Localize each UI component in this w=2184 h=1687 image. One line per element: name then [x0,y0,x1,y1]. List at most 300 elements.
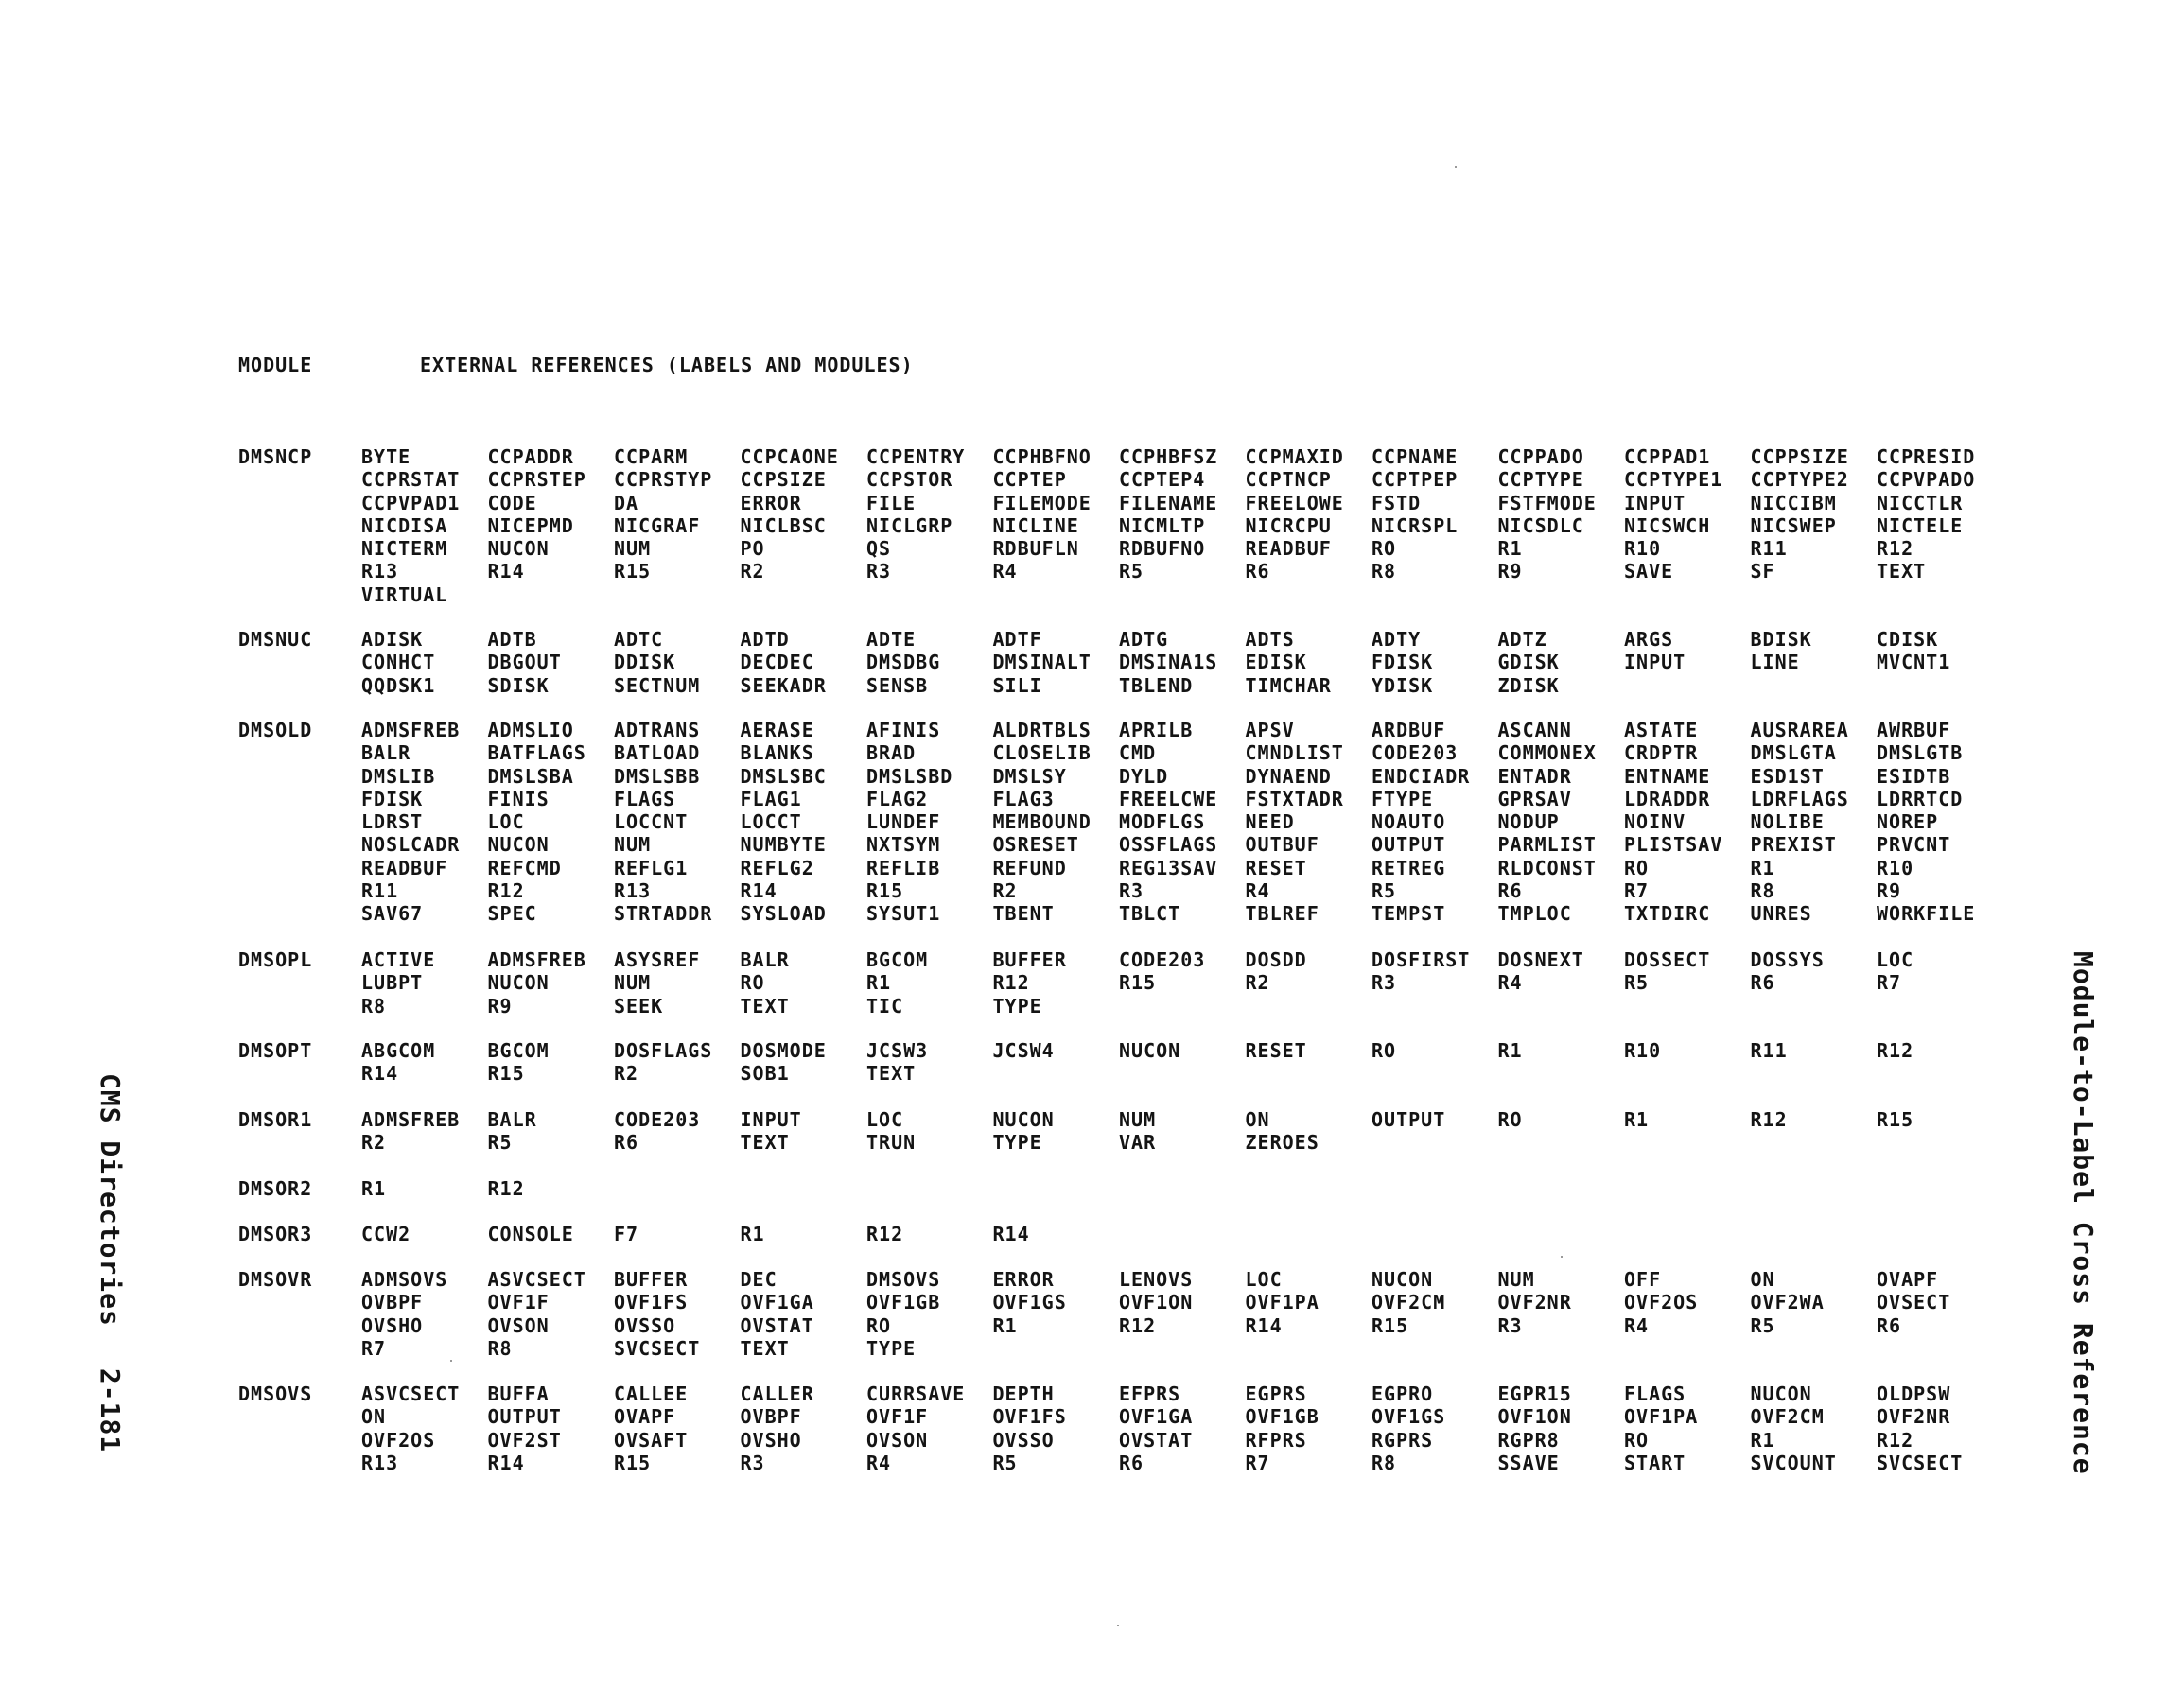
reference-label: RFPRS [1245,1428,1307,1452]
reference-label: F7 [614,1223,639,1245]
reference-label: BUFFER [614,1268,689,1291]
reference-label: UNRES [1750,902,1812,926]
reference-label: ASVCSECT [361,1383,461,1405]
module-name: DMSOVS [238,1383,313,1405]
reference-label: CCPTYPE2 [1750,468,1849,492]
reference-label: RO [1624,1428,1650,1452]
reference-label: NICEPMD [487,513,574,537]
reference-label: R2 [992,879,1018,903]
reference-label: TEXT [740,994,790,1017]
reference-label: FLAGS [1624,1383,1686,1405]
reference-label: LOC [487,810,525,834]
reference-label: TBLEND [1119,673,1194,697]
reference-label: NICRCPU [1245,513,1332,537]
reference-label: DMSDBG [866,651,941,674]
reference-label: TBLREF [1245,902,1319,926]
reference-label: NODUP [1497,810,1560,834]
reference-label: AWRBUF [1877,719,1951,741]
reference-label: RO [740,971,765,995]
reference-label: SOB1 [740,1062,790,1086]
reference-label: TRUN [866,1131,917,1155]
reference-label: ERROR [992,1268,1055,1291]
reference-label: CCPRSTEP [487,468,586,492]
reference-label: OVF2OS [361,1428,436,1452]
reference-label: DA [614,491,639,514]
reference-label: TEXT [1877,560,1927,583]
reference-label: CCPTYPE1 [1624,468,1723,492]
reference-label: LUNDEF [866,810,941,834]
reference-label: R2 [614,1062,639,1086]
reference-label: INPUT [1624,491,1686,514]
reference-label: DDISK [614,651,676,674]
reference-label: R15 [1877,1108,1914,1131]
reference-label: TXTDIRC [1624,902,1711,926]
reference-label: CODE203 [1372,741,1459,765]
reference-label: TIC [866,994,904,1017]
reference-label: R7 [1624,879,1650,903]
reference-label: NUM [614,833,652,857]
reference-label: CCPRESID [1877,445,1976,468]
reference-label: ADTRANS [614,719,701,741]
reference-label: FLAGS [614,787,676,810]
reference-label: R8 [361,994,387,1017]
reference-label: SAVE [1624,560,1674,583]
table-header [238,354,2035,382]
reference-label: SYSUT1 [866,902,941,926]
reference-label: TEXT [740,1336,790,1360]
reference-label: DMSINALT [992,651,1092,674]
reference-label: TBLCT [1119,902,1181,926]
reference-label: EGPR15 [1497,1383,1572,1405]
reference-label: FLAG2 [866,787,929,810]
reference-list [361,628,2003,697]
reference-label: START [1624,1451,1686,1474]
reference-label: SEEKADR [740,673,827,697]
reference-label: REFCMD [487,856,562,879]
reference-label: CCPVPADO [1877,468,1976,492]
reference-label: FSTFMODE [1497,491,1597,514]
reference-label: OVSAFT [614,1428,689,1452]
reference-label: NICLBSC [740,513,827,537]
reference-label: LDRST [361,810,424,834]
reference-label: NUCON [1119,1039,1181,1062]
reference-label: R8 [1372,1451,1397,1474]
reference-label: R12 [487,879,525,903]
reference-label: CONSOLE [487,1223,574,1245]
reference-label: CMD [1119,741,1157,765]
reference-label: CCPTPEP [1372,468,1459,492]
reference-label: DOSFIRST [1372,948,1471,971]
reference-label: OVSON [866,1428,929,1452]
reference-label: APRILB [1119,719,1194,741]
reference-label: RGPRS [1372,1428,1434,1452]
reference-label: R7 [1245,1451,1270,1474]
reference-label: OVF1GA [740,1291,814,1314]
module-name: DMSOR3 [238,1223,313,1245]
reference-label: CCPARM [614,445,689,468]
reference-label: DMSLSBD [866,764,953,788]
reference-label: R3 [866,560,892,583]
reference-label: FSTD [1372,491,1422,514]
reference-label: OVBPF [740,1405,802,1429]
reference-label: NUCON [992,1108,1055,1131]
reference-label: R14 [487,560,525,583]
reference-label: R9 [487,994,513,1017]
reference-label: OVF1F [487,1291,550,1314]
reference-label: NUCON [1372,1268,1434,1291]
reference-label: R15 [614,1451,652,1474]
reference-label: EDISK [1245,651,1307,674]
page-number: 2-181 [95,1367,126,1453]
reference-label: PARMLIST [1497,833,1597,857]
reference-label: RDBUFLN [992,537,1079,561]
reference-label: DMSLGTB [1877,741,1964,765]
reference-label: OVF1FS [992,1405,1067,1429]
reference-label: GPRSAV [1497,787,1572,810]
reference-list [361,719,2003,926]
reference-label: WORKFILE [1877,902,1976,926]
reference-label: OUTBUF [1245,833,1319,857]
reference-label: R2 [1245,971,1270,995]
reference-label: OVF2CM [1750,1405,1825,1429]
reference-label: OVSHO [740,1428,802,1452]
reference-label: EGPRS [1245,1383,1307,1405]
reference-label: DMSLSBC [740,764,827,788]
reference-label: R4 [1245,879,1270,903]
reference-label: OVSSO [614,1313,676,1337]
reference-label: PRVCNT [1877,833,1951,857]
reference-label: CCPPAD1 [1624,445,1711,468]
reference-label: DBGOUT [487,651,562,674]
reference-label: SILI [992,673,1042,697]
reference-label: R13 [361,1451,399,1474]
reference-label: R13 [361,560,399,583]
reference-label: BALR [740,948,790,971]
reference-label: R11 [1750,1039,1788,1062]
reference-label: R2 [740,560,765,583]
reference-label: CODE203 [614,1108,701,1131]
reference-label: CODE [487,491,537,514]
reference-label: VAR [1119,1131,1157,1155]
reference-label: LENOVS [1119,1268,1194,1291]
reference-label: DMSLGTA [1750,741,1837,765]
reference-label: SENSB [866,673,929,697]
reference-label: RDBUFNO [1119,537,1206,561]
module-name: DMSOR1 [238,1108,313,1131]
reference-label: LDRRTCD [1877,787,1964,810]
reference-label: R10 [1624,1039,1662,1062]
reference-label: BLANKS [740,741,814,765]
reference-label: ZEROES [1245,1131,1319,1155]
reference-label: DOSSYS [1750,948,1825,971]
scan-speck [1455,166,1457,168]
reference-label: CCPMAXID [1245,445,1344,468]
reference-label: BYTE [361,445,411,468]
reference-label: SEEK [614,994,664,1017]
reference-label: OVF2WA [1750,1291,1825,1314]
reference-label: NOSLCADR [361,833,461,857]
reference-label: NEED [1245,810,1295,834]
reference-label: FREELOWE [1245,491,1344,514]
reference-label: R6 [1119,1451,1144,1474]
reference-label: R1 [1750,856,1775,879]
reference-label: BDISK [1750,628,1812,651]
reference-label: NOINV [1624,810,1686,834]
reference-label: FDISK [1372,651,1434,674]
reference-label: SDISK [487,673,550,697]
reference-label: R4 [866,1451,892,1474]
reference-label: CCPTEP4 [1119,468,1206,492]
reference-label: NUCON [487,833,550,857]
reference-list [361,1039,2003,1086]
reference-label: MODFLGS [1119,810,1206,834]
reference-label: OVF2OS [1624,1291,1699,1314]
reference-label: CCW2 [361,1223,411,1245]
reference-label: OFF [1624,1268,1662,1291]
reference-label: GDISK [1497,651,1560,674]
reference-label: R5 [1372,879,1397,903]
reference-label: MEMBOUND [992,810,1092,834]
reference-label: SECTNUM [614,673,701,697]
reference-label: R9 [1497,560,1523,583]
reference-label: CDISK [1877,628,1939,651]
reference-label: SAV67 [361,902,424,926]
reference-label: NICCTLR [1877,491,1964,514]
scan-speck [1561,1256,1563,1258]
reference-label: ADMSFREB [487,948,586,971]
reference-label: R14 [1245,1313,1283,1337]
reference-label: R1 [866,971,892,995]
reference-label: NICSWCH [1624,513,1711,537]
reference-label: R1 [1497,1039,1523,1062]
reference-label: DEC [740,1268,778,1291]
reference-label: REFLG2 [740,856,814,879]
reference-label: OVSHO [361,1313,424,1337]
reference-label: COMMONEX [1497,741,1597,765]
reference-label: OVAPF [1877,1268,1939,1291]
reference-label: ADTB [487,628,537,651]
reference-label: R5 [992,1451,1018,1474]
reference-label: CCPCAONE [740,445,839,468]
reference-label: CODE203 [1119,948,1206,971]
reference-label: R8 [1750,879,1775,903]
reference-label: OVF1PA [1624,1405,1699,1429]
reference-label: OLDPSW [1877,1383,1951,1405]
reference-label: CONHCT [361,651,436,674]
reference-label: SSAVE [1497,1451,1560,1474]
reference-label: CLOSELIB [992,741,1092,765]
reference-label: PO [740,537,765,561]
reference-label: R1 [1497,537,1523,561]
reference-label: R3 [740,1451,765,1474]
reference-label: R14 [992,1223,1030,1245]
reference-label: FTYPE [1372,787,1434,810]
reference-label: BUFFER [992,948,1067,971]
reference-label: R5 [487,1131,513,1155]
reference-label: R11 [361,879,399,903]
reference-label: STRTADDR [614,902,713,926]
reference-label: DMSLSY [992,764,1067,788]
reference-label: R6 [1245,560,1270,583]
reference-label: FILE [866,491,917,514]
reference-label: CMNDLIST [1245,741,1344,765]
reference-label: R14 [487,1451,525,1474]
reference-label: REG13SAV [1119,856,1218,879]
reference-label: ADISK [361,628,424,651]
reference-label: ADTE [866,628,917,651]
reference-label: R14 [740,879,778,903]
reference-label: FLAG1 [740,787,802,810]
reference-label: REFLG1 [614,856,689,879]
reference-list [361,1108,2003,1155]
reference-label: OVBPF [361,1291,424,1314]
reference-label: R4 [992,560,1018,583]
reference-label: ADMSFREB [361,719,461,741]
reference-label: TYPE [992,1131,1042,1155]
reference-label: R5 [1119,560,1144,583]
reference-label: R9 [1877,879,1902,903]
reference-label: ADTS [1245,628,1295,651]
reference-label: OVF1ON [1119,1291,1194,1314]
reference-label: OVF2ST [487,1428,562,1452]
reference-label: R1 [992,1313,1018,1337]
reference-label: ASTATE [1624,719,1699,741]
reference-label: R5 [1750,1313,1775,1337]
reference-list [361,948,2003,1017]
reference-label: FDISK [361,787,424,810]
reference-label: OVF2CM [1372,1291,1446,1314]
reference-label: FINIS [487,787,550,810]
reference-label: ABGCOM [361,1039,436,1062]
module-name: DMSOVR [238,1268,313,1291]
reference-label: CCPSTOR [866,468,953,492]
reference-label: R6 [1877,1313,1902,1337]
reference-list [361,1268,2003,1360]
reference-label: ADTG [1119,628,1169,651]
reference-label: CCPNAME [1372,445,1459,468]
reference-label: DMSINA1S [1119,651,1218,674]
reference-label: R13 [614,879,652,903]
reference-label: ZDISK [1497,673,1560,697]
reference-label: EGPRO [1372,1383,1434,1405]
reference-label: R12 [487,1177,525,1200]
reference-label: RLDCONST [1497,856,1597,879]
reference-label: REFLIB [866,856,941,879]
reference-label: ARGS [1624,628,1674,651]
scan-speck [450,1360,452,1362]
reference-label: ENTADR [1497,764,1572,788]
reference-label: NUCON [487,971,550,995]
reference-label: DOSFLAGS [614,1039,713,1062]
reference-label: R12 [866,1223,904,1245]
reference-label: TMPLOC [1497,902,1572,926]
reference-label: ESIDTB [1877,764,1951,788]
reference-label: OVSECT [1877,1291,1951,1314]
reference-label: OUTPUT [487,1405,562,1429]
reference-label: R14 [361,1062,399,1086]
chapter-title: Module-to-Label Cross Reference [2068,951,2099,1475]
reference-label: ADMSOVS [361,1268,448,1291]
reference-label: OVF1GS [992,1291,1067,1314]
reference-label: NICTERM [361,537,448,561]
reference-label: CCPSIZE [740,468,827,492]
reference-label: TIMCHAR [1245,673,1332,697]
reference-label: LOC [1245,1268,1283,1291]
reference-label: DMSLSBB [614,764,701,788]
reference-label: ASCANN [1497,719,1572,741]
reference-label: OVF1FS [614,1291,689,1314]
reference-label: NICGRAF [614,513,701,537]
reference-label: APSV [1245,719,1295,741]
reference-label: QQDSK1 [361,673,436,697]
reference-label: R15 [614,560,652,583]
reference-label: ENDCIADR [1372,764,1471,788]
reference-label: CCPHBFSZ [1119,445,1218,468]
reference-label: LOCCNT [614,810,689,834]
reference-label: TEXT [740,1131,790,1155]
reference-label: R7 [361,1336,387,1360]
reference-label: CCPPSIZE [1750,445,1849,468]
module-name: DMSOLD [238,719,313,741]
reference-label: LDRADDR [1624,787,1711,810]
reference-label: ESD1ST [1750,764,1825,788]
reference-label: R3 [1497,1313,1523,1337]
reference-label: DOSNEXT [1497,948,1584,971]
reference-label: RESET [1245,1039,1307,1062]
reference-label: NUM [1119,1108,1157,1131]
reference-label: R12 [992,971,1030,995]
reference-label: NICSWEP [1750,513,1837,537]
reference-label: ADMSLIO [487,719,574,741]
reference-label: QS [866,537,892,561]
reference-label: DMSOVS [866,1268,941,1291]
reference-label: R4 [1624,1313,1650,1337]
reference-label: OVAPF [614,1405,676,1429]
reference-label: OVSTAT [740,1313,814,1337]
reference-label: R6 [1750,971,1775,995]
reference-label: DMSLSBA [487,764,574,788]
reference-label: OVF1GB [1245,1405,1319,1429]
reference-label: CRDPTR [1624,741,1699,765]
reference-label: R1 [1750,1428,1775,1452]
reference-label: BALR [361,741,411,765]
reference-label: OVF1GA [1119,1405,1194,1429]
reference-label: NUCON [487,537,550,561]
reference-label: ACTIVE [361,948,436,971]
reference-label: RO [1372,537,1397,561]
reference-label: DOSDD [1245,948,1307,971]
reference-label: R2 [361,1131,387,1155]
reference-label: R10 [1624,537,1662,561]
reference-label: DOSMODE [740,1039,827,1062]
reference-label: BATLOAD [614,741,701,765]
reference-list [361,445,2003,606]
reference-label: ADTF [992,628,1042,651]
reference-label: SVCSECT [1877,1451,1964,1474]
module-name: DMSOPL [238,948,313,971]
reference-label: REFUND [992,856,1067,879]
reference-label: RO [1372,1039,1397,1062]
reference-label: ENTNAME [1624,764,1711,788]
reference-label: ARDBUF [1372,719,1446,741]
reference-label: NOREP [1877,810,1939,834]
reference-label: RO [1624,856,1650,879]
reference-label: NOAUTO [1372,810,1446,834]
reference-label: CCPPADO [1497,445,1584,468]
reference-label: OVF1PA [1245,1291,1319,1314]
module-name: DMSNCP [238,445,313,468]
reference-list [361,1383,2003,1474]
